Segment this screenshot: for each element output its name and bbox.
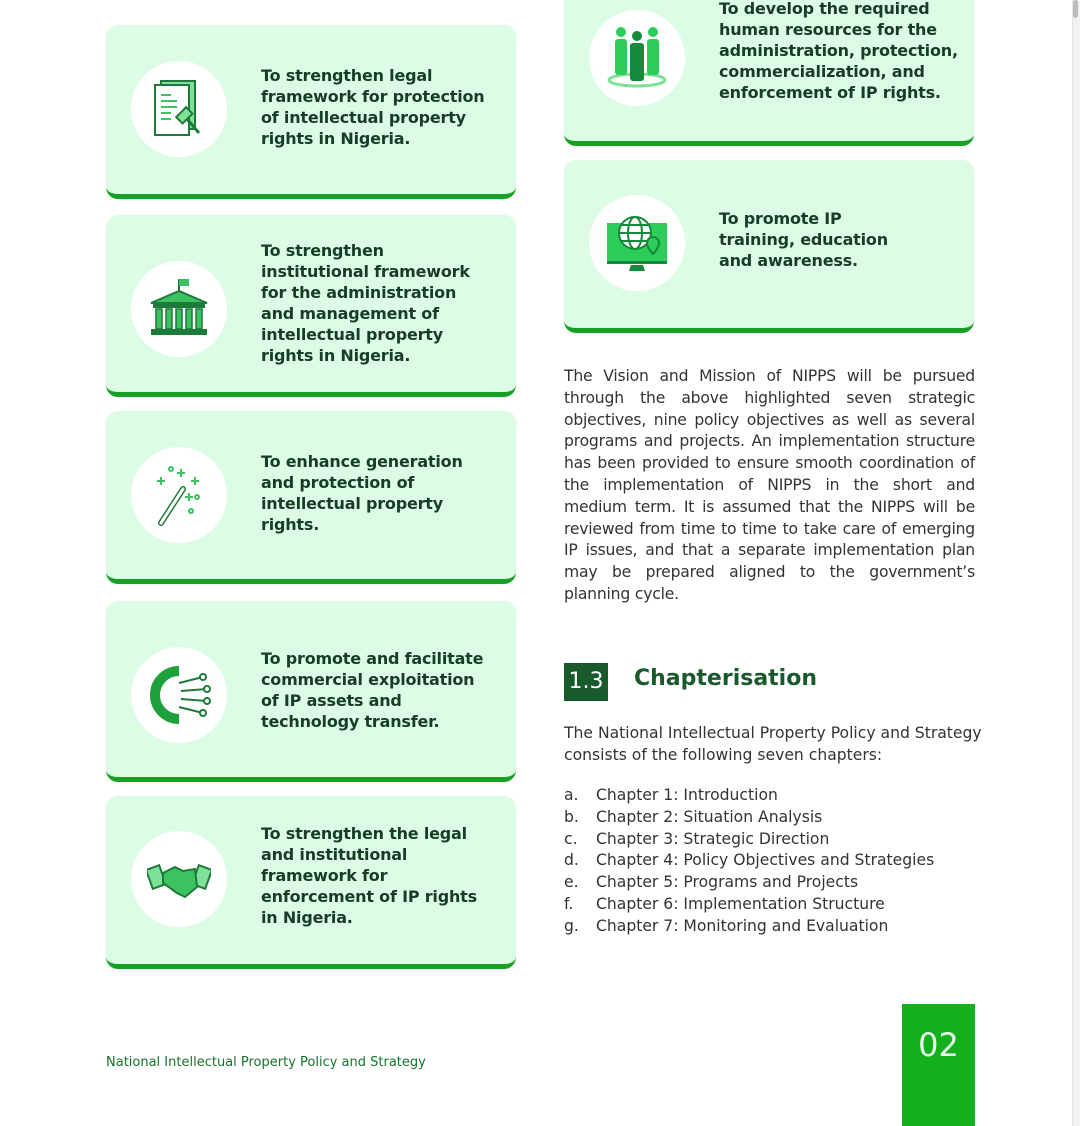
objective-text: To promote and facilitate commercial exploitation of IP assets and technology transfer. <box>261 649 484 731</box>
section-intro: The National Intellectual Property Policy and Strategy consists of the following seven chapters: <box>564 724 982 764</box>
gear-circuit-icon <box>131 647 227 743</box>
list-letter: e. <box>564 873 579 892</box>
scrollbar-thumb[interactable] <box>1073 0 1078 18</box>
chapter-text: Chapter 7: Monitoring and Evaluation <box>596 916 889 935</box>
list-letter: g. <box>564 916 579 935</box>
chapter-text: Chapter 4: Policy Objectives and Strategies <box>596 851 935 870</box>
chapter-text: Chapter 3: Strategic Direction <box>596 829 830 848</box>
list-item <box>564 894 934 916</box>
objective-card <box>106 411 516 584</box>
list-item <box>564 829 934 851</box>
objective-card <box>106 215 516 397</box>
scrollbar[interactable] <box>1072 0 1080 1126</box>
institution-building-icon <box>131 261 227 357</box>
page-footer: National Intellectual Property Policy and Strategy <box>106 1055 426 1070</box>
body-paragraph: The Vision and Mission of NIPPS will be pursued through the above highlighted seven strategic objectives, nine policy objectives as well as several programs and projects. An implementation structure has been provided to ensure smooth coordination of the implementation of NIPPS in the short and medium term. It is assumed that the NIPPS will be reviewed from time to time to take care of emerging IP issues, and that a separate implementation plan may be prepared aligned to the government’s planning cycle. <box>564 367 975 603</box>
list-letter: d. <box>564 851 579 870</box>
objective-text: To enhance generation and protection of intellectual property rights. <box>261 452 463 534</box>
objective-card <box>564 0 974 146</box>
handshake-icon <box>131 831 227 927</box>
objective-card <box>564 160 974 333</box>
list-item <box>564 785 934 807</box>
section-title: Chapterisation <box>634 666 818 691</box>
people-group-icon <box>589 10 685 106</box>
list-letter: c. <box>564 829 578 848</box>
objective-card <box>106 25 516 199</box>
objective-card <box>106 796 516 969</box>
list-item <box>564 916 934 938</box>
chapter-list <box>564 785 934 938</box>
chapter-text: Chapter 5: Programs and Projects <box>596 873 859 892</box>
page-number: 02 <box>902 1004 975 1126</box>
list-item <box>564 807 934 829</box>
objective-text: To strengthen the legal and institutional framework for enforcement of IP rights in Nigeria. <box>261 824 477 927</box>
objective-text: To develop the required human resources for the administration, protection, commercialization, and enforcement of IP rights. <box>719 0 958 102</box>
magic-wand-sparkles-icon <box>131 447 227 543</box>
list-letter: f. <box>564 894 574 913</box>
chapter-text: Chapter 1: Introduction <box>596 786 778 804</box>
list-item <box>564 872 934 894</box>
section-number: 1.3 <box>564 663 608 701</box>
objective-card <box>106 601 516 782</box>
list-letter: a. <box>564 786 579 804</box>
list-item <box>564 850 934 872</box>
objective-text: To promote IP training, education and awareness. <box>719 209 888 270</box>
objective-text: To strengthen institutional framework for the administration and management of intellectual property rights in Nigeria. <box>261 241 470 365</box>
chapter-text: Chapter 2: Situation Analysis <box>596 807 823 826</box>
chapter-text: Chapter 6: Implementation Structure <box>596 894 885 913</box>
list-letter: b. <box>564 807 579 826</box>
legal-document-gavel-icon <box>131 61 227 157</box>
globe-monitor-location-icon <box>589 195 685 291</box>
objective-text: To strengthen legal framework for protection of intellectual property rights in Nigeria. <box>261 66 485 148</box>
